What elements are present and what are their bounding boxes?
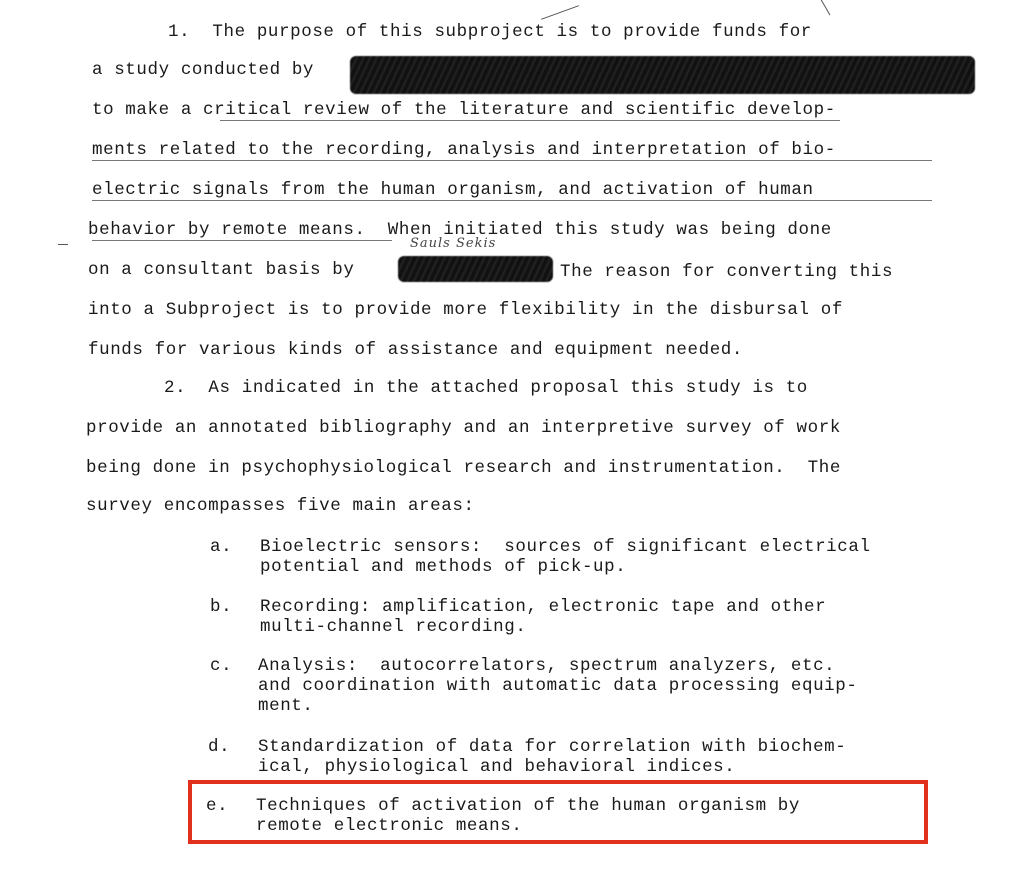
redaction-block-2 — [398, 256, 553, 282]
item-b-text: Recording: amplification, electronic tape and other multi-channel recording. — [260, 597, 827, 637]
paragraph1-line-7: on a consultant basis by — [88, 260, 355, 280]
paragraph1-line-5: electric signals from the human organism, and activation of human — [92, 180, 814, 200]
paragraph1-line-7b: The reason for converting this — [560, 262, 894, 282]
item-e-text: Techniques of activation of the human organism by remote electronic means. — [256, 796, 800, 836]
underline-1 — [220, 120, 840, 121]
redaction-block-1 — [350, 56, 975, 94]
item-a-text: Bioelectric sensors: sources of significant electrical potential and methods of pick-up. — [260, 537, 871, 577]
paragraph2-line-2: provide an annotated bibliography and an interpretive survey of work — [86, 418, 841, 438]
paragraph1-line-9: funds for various kinds of assistance and equipment needed. — [88, 340, 744, 360]
paragraph1-line-4: ments related to the recording, analysis and interpretation of bio- — [92, 140, 836, 160]
paragraph2-line-3: being done in psychophysiological research and instrumentation. The — [86, 458, 841, 478]
left-margin-mark — [58, 244, 68, 245]
underline-2 — [92, 160, 932, 161]
paragraph1-line-6: behavior by remote means. When initiated this study was being done — [88, 220, 832, 240]
item-c-text: Analysis: autocorrelators, spectrum analyzers, etc. and coordination with automatic data processing equip- ment. — [258, 656, 858, 716]
item-d-text: Standardization of data for correlation with biochem- ical, physiological and behavioral indices. — [258, 737, 847, 777]
paragraph1-line-3: to make a critical review of the literature and scientific develop- — [92, 100, 836, 120]
underline-4 — [92, 240, 392, 241]
paragraph2-line-1: 2. As indicated in the attached proposal this study is to — [164, 378, 808, 398]
pen-mark-top-right — [820, 0, 831, 15]
paragraph1-line-2: a study conducted by — [92, 60, 315, 80]
paragraph2-line-4: survey encompasses five main areas: — [86, 496, 475, 516]
item-d-letter: d. — [208, 737, 231, 757]
item-a-letter: a. — [210, 537, 233, 557]
underline-3 — [92, 200, 932, 201]
handwritten-note: Sauls Sekis — [410, 236, 497, 251]
item-e-letter: e. — [206, 796, 229, 816]
pen-mark-top-left — [541, 5, 579, 20]
item-b-letter: b. — [210, 597, 233, 617]
highlight-box-item-e — [188, 780, 928, 844]
paragraph1-line-1: 1. The purpose of this subproject is to provide funds for — [168, 22, 812, 42]
paragraph1-line-8: into a Subproject is to provide more flexibility in the disbursal of — [88, 300, 843, 320]
item-c-letter: c. — [210, 656, 233, 676]
